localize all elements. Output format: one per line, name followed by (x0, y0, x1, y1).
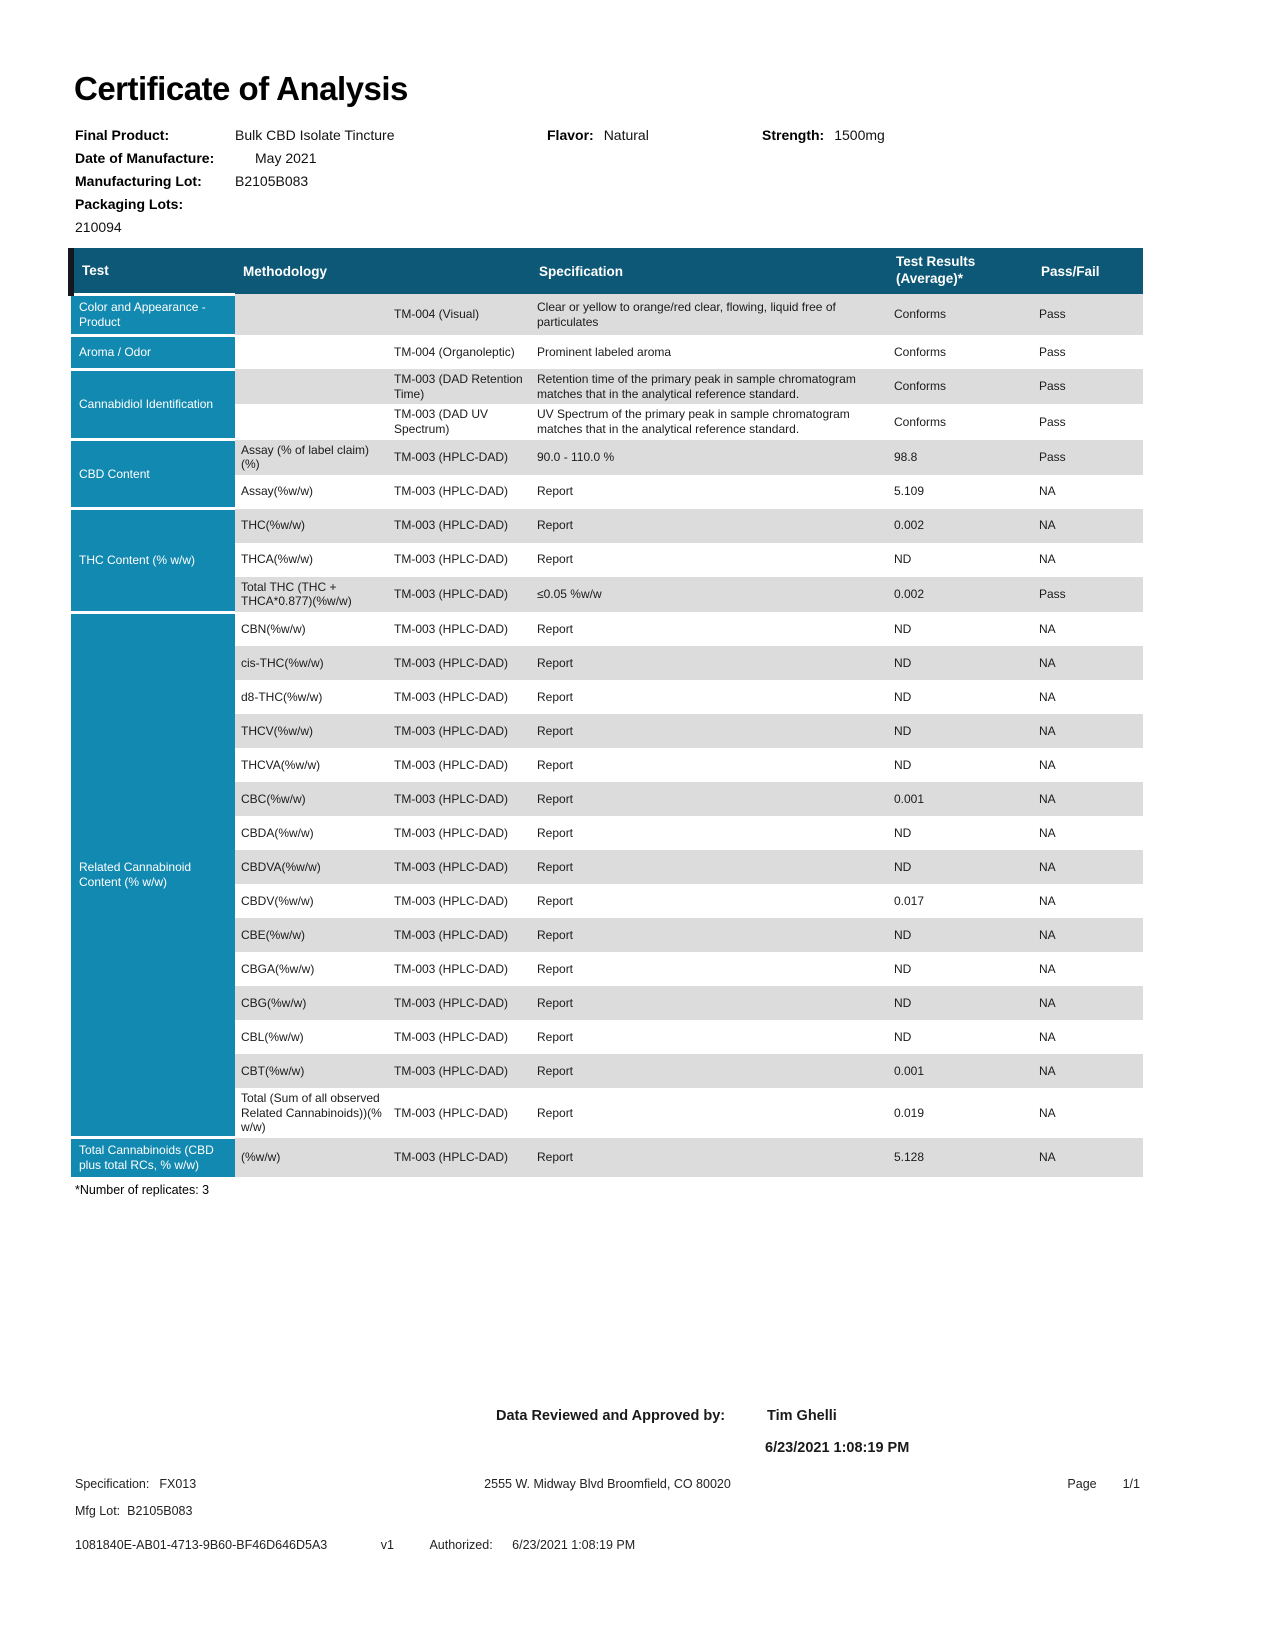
replicates-footnote: *Number of replicates: 3 (75, 1183, 210, 1198)
cell-test: CBN(%w/w) (235, 612, 388, 646)
cell-test: CBE(%w/w) (235, 918, 388, 952)
cell-specification: Report (531, 680, 888, 714)
cell-result: ND (888, 714, 1033, 748)
cell-test: (%w/w) (235, 1138, 388, 1178)
cell-specification: Report (531, 475, 888, 509)
cell-result: ND (888, 850, 1033, 884)
packaging-lot-value: 210094 (75, 219, 122, 235)
table-row (71, 294, 1143, 335)
header-row (71, 248, 1143, 294)
cell-methodology: TM-003 (HPLC-DAD) (388, 952, 531, 986)
mfg-lot-value: B2105B083 (127, 1504, 193, 1518)
cell-specification: 90.0 - 110.0 % (531, 440, 888, 475)
cell-specification: Retention time of the primary peak in sample chromatogram matches that in the analytical reference standard. (531, 369, 888, 404)
cell-specification: Report (531, 782, 888, 816)
cell-methodology: TM-004 (Visual) (388, 294, 531, 335)
manufacturing-lot-value: B2105B083 (235, 173, 309, 189)
cell-test: d8-THC(%w/w) (235, 680, 388, 714)
footer-mfg-lot (75, 1504, 1140, 1518)
col-header-methodology: Methodology (235, 248, 531, 294)
cell-methodology: TM-003 (HPLC-DAD) (388, 543, 531, 577)
cell-test: Assay(%w/w) (235, 475, 388, 509)
specification-value: FX013 (159, 1477, 197, 1491)
cell-methodology: TM-003 (HPLC-DAD) (388, 850, 531, 884)
cell-specification: Report (531, 543, 888, 577)
cell-test: Assay (% of label claim)(%) (235, 440, 388, 475)
test-section-label: Cannabidiol Identification (71, 369, 235, 440)
cell-methodology: TM-003 (HPLC-DAD) (388, 918, 531, 952)
cell-pass: NA (1033, 884, 1143, 918)
cell-pass: NA (1033, 714, 1143, 748)
cell-result: Conforms (888, 335, 1033, 369)
test-section-label: CBD Content (71, 440, 235, 509)
cell-methodology: TM-003 (HPLC-DAD) (388, 440, 531, 475)
cell-test: CBT(%w/w) (235, 1054, 388, 1088)
cell-pass: NA (1033, 1088, 1143, 1138)
cell-result: 0.002 (888, 509, 1033, 543)
mfg-lot-label: Mfg Lot: (75, 1504, 121, 1518)
test-section-label: THC Content (% w/w) (71, 509, 235, 612)
packaging-lots-label: Packaging Lots: (75, 196, 184, 212)
cell-test: CBDV(%w/w) (235, 884, 388, 918)
col-header-pass-fail: Pass/Fail (1033, 248, 1143, 294)
test-section-label: Related Cannabinoid Content (% w/w) (71, 612, 235, 1138)
col-header-test-results: Test Results (Average)* (888, 248, 1033, 294)
cell-test: THCV(%w/w) (235, 714, 388, 748)
cell-result: Conforms (888, 294, 1033, 335)
page-number: 1/1 (1122, 1477, 1140, 1491)
cell-specification: Report (531, 1054, 888, 1088)
cell-specification: Clear or yellow to orange/red clear, flowing, liquid free of particulates (531, 294, 888, 335)
cell-methodology: TM-003 (HPLC-DAD) (388, 509, 531, 543)
info-line-packaging-lot-value (75, 216, 1145, 239)
cell-test: cis-THC(%w/w) (235, 646, 388, 680)
cell-specification: Report (531, 646, 888, 680)
page-footer (75, 1477, 1140, 1518)
cell-result: Conforms (888, 369, 1033, 404)
cell-pass: NA (1033, 646, 1143, 680)
cell-specification: Report (531, 986, 888, 1020)
cell-pass: NA (1033, 850, 1143, 884)
document-version: v1 (380, 1538, 394, 1552)
cell-methodology: TM-003 (HPLC-DAD) (388, 1020, 531, 1054)
cell-methodology: TM-003 (HPLC-DAD) (388, 714, 531, 748)
results-table (68, 248, 1143, 1177)
cell-methodology: TM-003 (HPLC-DAD) (388, 748, 531, 782)
cell-specification: Report (531, 612, 888, 646)
col-header-test: Test (71, 248, 235, 294)
table-row (71, 612, 1143, 646)
cell-methodology: TM-003 (HPLC-DAD) (388, 884, 531, 918)
cell-specification: Report (531, 952, 888, 986)
product-info-block (75, 124, 1145, 239)
cell-pass: NA (1033, 509, 1143, 543)
footer-address: 2555 W. Midway Blvd Broomfield, CO 80020 (484, 1477, 731, 1491)
cell-methodology: TM-003 (HPLC-DAD) (388, 782, 531, 816)
document-id: 1081840E-AB01-4713-9B60-BF46D646D5A3 (75, 1538, 328, 1552)
info-line-date-of-manufacture (75, 147, 1145, 170)
cell-methodology: TM-003 (HPLC-DAD) (388, 816, 531, 850)
cell-specification: Report (531, 850, 888, 884)
cell-result: ND (888, 680, 1033, 714)
manufacturing-lot-label: Manufacturing Lot: (75, 173, 202, 189)
specification-label: Specification: (75, 1477, 150, 1491)
cell-result: 0.001 (888, 782, 1033, 816)
results-table-head (71, 248, 1143, 294)
cell-test: Total (Sum of all observed Related Cannabinoids))(% w/w) (235, 1088, 388, 1138)
cell-result: ND (888, 612, 1033, 646)
cell-test (235, 404, 388, 439)
date-of-manufacture-label: Date of Manufacture: (75, 150, 215, 166)
test-section-label: Total Cannabinoids (CBD plus total RCs, % w/w) (71, 1138, 235, 1178)
page-title: Certificate of Analysis (74, 70, 408, 107)
footer-page (1067, 1477, 1140, 1491)
cell-pass: Pass (1033, 577, 1143, 612)
cell-specification: Report (531, 1138, 888, 1178)
cell-specification: Report (531, 884, 888, 918)
info-line-packaging-lots (75, 193, 1145, 216)
strength-group (762, 124, 885, 147)
flavor-value: Natural (603, 127, 649, 143)
cell-result: 5.109 (888, 475, 1033, 509)
cell-pass: NA (1033, 543, 1143, 577)
cell-test (235, 369, 388, 404)
cell-specification: Report (531, 509, 888, 543)
table-row (71, 509, 1143, 543)
cell-result: 0.002 (888, 577, 1033, 612)
test-section-label: Aroma / Odor (71, 335, 235, 369)
cell-specification: Report (531, 816, 888, 850)
cell-test (235, 294, 388, 335)
cell-result: ND (888, 816, 1033, 850)
approval-datetime: 6/23/2021 1:08:19 PM (765, 1440, 910, 1456)
approval-label: Data Reviewed and Approved by: (496, 1408, 726, 1424)
final-product-value: Bulk CBD Isolate Tincture (235, 127, 395, 143)
table-row (71, 1138, 1143, 1178)
cell-pass: NA (1033, 1054, 1143, 1088)
info-line-final-product (75, 124, 1145, 147)
cell-methodology: TM-003 (HPLC-DAD) (388, 646, 531, 680)
cell-pass: NA (1033, 475, 1143, 509)
cell-methodology: TM-003 (HPLC-DAD) (388, 986, 531, 1020)
cell-methodology: TM-004 (Organoleptic) (388, 335, 531, 369)
cell-test: CBC(%w/w) (235, 782, 388, 816)
cell-result: 0.001 (888, 1054, 1033, 1088)
cell-pass: NA (1033, 816, 1143, 850)
cell-pass: Pass (1033, 335, 1143, 369)
cell-methodology: TM-003 (HPLC-DAD) (388, 475, 531, 509)
cell-test (235, 335, 388, 369)
cell-test: CBDVA(%w/w) (235, 850, 388, 884)
cell-test: Total THC (THC + THCA*0.877)(%w/w) (235, 577, 388, 612)
table-row (71, 440, 1143, 475)
cell-pass: NA (1033, 680, 1143, 714)
cell-pass: NA (1033, 748, 1143, 782)
cell-test: THCA(%w/w) (235, 543, 388, 577)
cell-specification: Report (531, 714, 888, 748)
cell-methodology: TM-003 (HPLC-DAD) (388, 612, 531, 646)
strength-label: Strength: (762, 127, 825, 143)
cell-pass: NA (1033, 1020, 1143, 1054)
cell-result: ND (888, 543, 1033, 577)
cell-specification: Report (531, 1088, 888, 1138)
col-header-specification: Specification (531, 248, 888, 294)
cell-pass: Pass (1033, 404, 1143, 439)
cell-result: Conforms (888, 404, 1033, 439)
cell-pass: NA (1033, 1138, 1143, 1178)
table-row (71, 335, 1143, 369)
table-row (71, 369, 1143, 404)
authorized-label: Authorized: (429, 1538, 493, 1552)
approver-name: Tim Ghelli (767, 1408, 837, 1424)
flavor-group (547, 124, 649, 147)
cell-result: 0.019 (888, 1088, 1033, 1138)
strength-value: 1500mg (834, 127, 885, 143)
cell-pass: NA (1033, 918, 1143, 952)
cell-test: THC(%w/w) (235, 509, 388, 543)
info-line-manufacturing-lot (75, 170, 1145, 193)
cell-methodology: TM-003 (DAD Retention Time) (388, 369, 531, 404)
cell-pass: NA (1033, 612, 1143, 646)
cell-result: ND (888, 952, 1033, 986)
cell-result: ND (888, 1020, 1033, 1054)
cell-pass: Pass (1033, 294, 1143, 335)
cell-pass: Pass (1033, 369, 1143, 404)
cell-result: ND (888, 748, 1033, 782)
footer-line-1 (75, 1477, 1140, 1504)
cell-methodology: TM-003 (HPLC-DAD) (388, 1138, 531, 1178)
cell-methodology: TM-003 (HPLC-DAD) (388, 1054, 531, 1088)
cell-pass: NA (1033, 952, 1143, 986)
page-label: Page (1067, 1477, 1097, 1491)
cell-methodology: TM-003 (DAD UV Spectrum) (388, 404, 531, 439)
cell-result: ND (888, 986, 1033, 1020)
cell-methodology: TM-003 (HPLC-DAD) (388, 577, 531, 612)
results-table-body (71, 294, 1143, 1177)
cell-pass: NA (1033, 782, 1143, 816)
cell-test: CBL(%w/w) (235, 1020, 388, 1054)
cell-specification: UV Spectrum of the primary peak in sample chromatogram matches that in the analytical reference standard. (531, 404, 888, 439)
date-of-manufacture-value: May 2021 (255, 150, 317, 166)
authorized-datetime: 6/23/2021 1:08:19 PM (512, 1538, 636, 1552)
cell-pass: Pass (1033, 440, 1143, 475)
cell-specification: Prominent labeled aroma (531, 335, 888, 369)
cell-methodology: TM-003 (HPLC-DAD) (388, 680, 531, 714)
cell-result: ND (888, 646, 1033, 680)
cell-test: CBG(%w/w) (235, 986, 388, 1020)
cell-result: 0.017 (888, 884, 1033, 918)
cell-specification: Report (531, 918, 888, 952)
cell-test: CBGA(%w/w) (235, 952, 388, 986)
cell-methodology: TM-003 (HPLC-DAD) (388, 1088, 531, 1138)
final-product-label: Final Product: (75, 127, 170, 143)
cell-result: 5.128 (888, 1138, 1033, 1178)
authorization-line (75, 1538, 635, 1552)
cell-test: CBDA(%w/w) (235, 816, 388, 850)
flavor-label: Flavor: (547, 127, 594, 143)
cell-pass: NA (1033, 986, 1143, 1020)
test-section-label: Color and Appearance - Product (71, 294, 235, 335)
results-table-wrap (68, 248, 1140, 1197)
cell-test: THCVA(%w/w) (235, 748, 388, 782)
cell-result: ND (888, 918, 1033, 952)
cell-specification: Report (531, 1020, 888, 1054)
cell-specification: Report (531, 748, 888, 782)
cell-specification: ≤0.05 %w/w (531, 577, 888, 612)
cell-result: 98.8 (888, 440, 1033, 475)
